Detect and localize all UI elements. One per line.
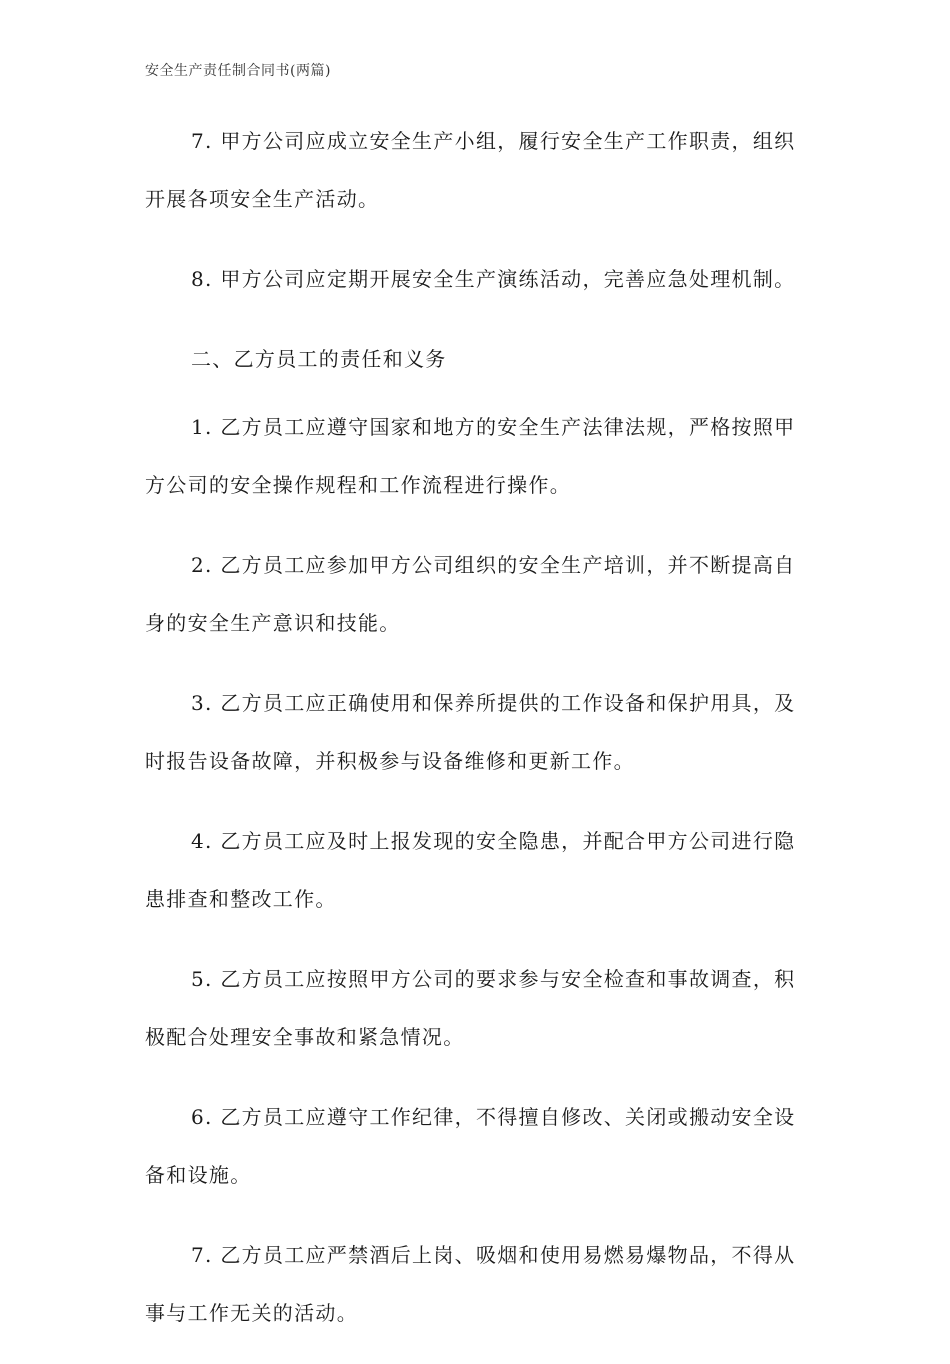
running-header: 安全生产责任制合同书(两篇): [145, 63, 331, 79]
clause-b4: 4. 乙方员工应及时上报发现的安全隐患，并配合甲方公司进行隐患排查和整改工作。: [145, 829, 796, 911]
clause-a8: 8. 甲方公司应定期开展安全生产演练活动，完善应急处理机制。: [191, 267, 796, 291]
document-body: [145, 112, 807, 1364]
clause-b7: 7. 乙方员工应严禁酒后上岗、吸烟和使用易燃易爆物品，不得从事与工作无关的活动。: [145, 1243, 796, 1325]
section-heading: 二、乙方员工的责任和义务: [191, 347, 447, 371]
clause-b5: 5. 乙方员工应按照甲方公司的要求参与安全检查和事故调查，积极配合处理安全事故和紧急情况。: [145, 967, 796, 1049]
clause-b6: 6. 乙方员工应遵守工作纪律，不得擅自修改、关闭或搬动安全设备和设施。: [145, 1105, 796, 1187]
clause-b2: 2. 乙方员工应参加甲方公司组织的安全生产培训，并不断提高自身的安全生产意识和技能。: [145, 553, 796, 635]
clause-b1: 1. 乙方员工应遵守国家和地方的安全生产法律法规，严格按照甲方公司的安全操作规程和工作流程进行操作。: [145, 415, 796, 497]
clause-a7: 7. 甲方公司应成立安全生产小组，履行安全生产工作职责，组织开展各项安全生产活动。: [145, 129, 796, 211]
clause-b3: 3. 乙方员工应正确使用和保养所提供的工作设备和保护用具，及时报告设备故障，并积极参与设备维修和更新工作。: [145, 691, 796, 773]
